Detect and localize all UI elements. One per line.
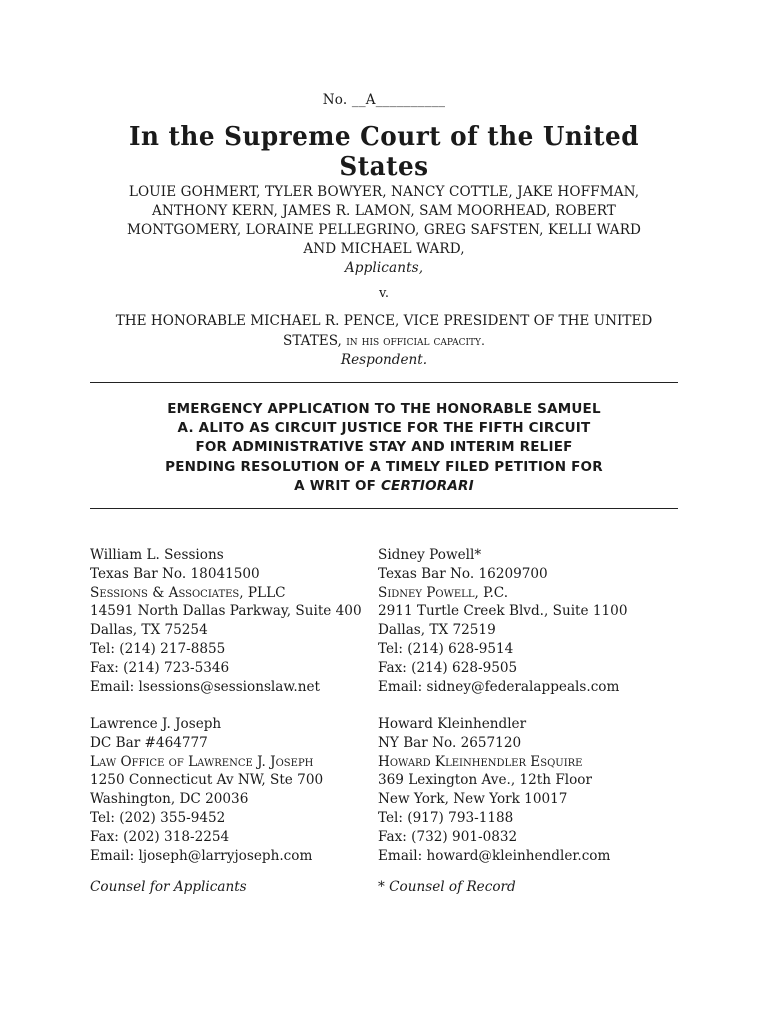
counsel-fax: Fax: (214) 628-9505 [378, 659, 518, 676]
counsel-email: Email: ljoseph@larryjoseph.com [90, 847, 313, 864]
counsel-city: Dallas, TX 75254 [90, 622, 208, 639]
counsel-firm: Law Office of Lawrence J. Joseph [90, 753, 314, 770]
counsel-name: Sidney Powell* [378, 547, 482, 563]
counsel-address: 14591 North Dallas Parkway, Suite 400 [90, 603, 362, 620]
counsel-bar: Texas Bar No. 18041500 [90, 565, 260, 582]
counsel-block-sessions [90, 546, 362, 696]
counsel-firm: Howard Kleinhendler Esquire [378, 753, 583, 770]
counsel-block-kleinhendler [378, 715, 610, 865]
counsel-email: Email: sidney@federalappeals.com [378, 678, 620, 695]
counsel-city: Dallas, TX 72519 [378, 622, 496, 639]
respondent-role: Respondent. [340, 352, 428, 368]
counsel-tel: Tel: (214) 628-9514 [378, 640, 514, 657]
caption-line: EMERGENCY APPLICATION TO THE HONORABLE SAMUEL [167, 401, 601, 417]
counsel-name: Howard Kleinhendler [378, 716, 527, 732]
respondent-line: THE HONORABLE MICHAEL R. PENCE, VICE PRESIDENT OF THE UNITED [115, 313, 653, 329]
counsel-tel: Tel: (214) 217-8855 [90, 640, 226, 657]
divider-bottom [90, 508, 678, 509]
caption-certiorari: CERTIORARI [380, 477, 474, 494]
counsel-firm: Sidney Powell, P.C. [378, 584, 509, 601]
counsel-fax: Fax: (214) 723-5346 [90, 659, 230, 676]
counsel-tel: Tel: (202) 355-9452 [90, 809, 226, 826]
counsel-firm: Sessions & Associates, PLLC [90, 584, 286, 601]
counsel-name: William L. Sessions [90, 547, 224, 563]
caption-line: A. ALITO AS CIRCUIT JUSTICE FOR THE FIFTH CIRCUIT [177, 420, 591, 437]
court-title: In the Supreme Court of the United States [129, 122, 639, 182]
counsel-address: 2911 Turtle Creek Blvd., Suite 1100 [378, 603, 628, 620]
counsel-bar: DC Bar #464777 [90, 734, 208, 751]
caption-line: FOR ADMINISTRATIVE STAY AND INTERIM RELIEF [195, 439, 573, 456]
counsel-tel: Tel: (917) 793-1188 [378, 809, 514, 826]
footer-counsel-of-record: * Counsel of Record [378, 879, 516, 895]
caption-line [90, 477, 678, 496]
counsel-address: 1250 Connecticut Av NW, Ste 700 [90, 772, 324, 789]
docket-number: No. __A__________ [322, 92, 446, 108]
caption-line: PENDING RESOLUTION OF A TIMELY FILED PETITION FOR [165, 458, 603, 475]
application-caption [90, 400, 678, 496]
respondent-line-main: STATES, [283, 333, 342, 349]
applicants-line: ANTHONY KERN, JAMES R. LAMON, SAM MOORHEAD, ROBERT [152, 203, 616, 219]
applicants-block [90, 183, 678, 278]
counsel-bar: Texas Bar No. 16209700 [378, 565, 548, 582]
respondent-capacity: in his official capacity. [346, 333, 485, 348]
counsel-email: Email: lsessions@sessionslaw.net [90, 678, 320, 695]
applicants-line: AND MICHAEL WARD, [303, 241, 465, 257]
caption-prefix: A WRIT OF [294, 477, 381, 494]
counsel-city: New York, New York 10017 [378, 791, 568, 808]
respondent-block [90, 312, 678, 370]
counsel-fax: Fax: (732) 901-0832 [378, 828, 518, 845]
applicants-line: LOUIE GOHMERT, TYLER BOWYER, NANCY COTTLE, JAKE HOFFMAN, [128, 184, 640, 200]
applicants-line: MONTGOMERY, LORAINE PELLEGRINO, GREG SAFSTEN, KELLI WARD [126, 222, 642, 238]
respondent-line [90, 331, 678, 351]
counsel-email: Email: howard@kleinhendler.com [378, 847, 611, 864]
footer-counsel-for-applicants: Counsel for Applicants [90, 879, 247, 895]
divider-top [90, 382, 678, 383]
counsel-address: 369 Lexington Ave., 12th Floor [378, 772, 592, 789]
counsel-name: Lawrence J. Joseph [90, 716, 222, 732]
counsel-city: Washington, DC 20036 [90, 791, 249, 808]
counsel-fax: Fax: (202) 318-2254 [90, 828, 230, 845]
counsel-block-joseph [90, 715, 323, 865]
applicants-role: Applicants, [344, 260, 424, 276]
counsel-bar: NY Bar No. 2657120 [378, 734, 522, 751]
versus: v. [379, 286, 389, 301]
counsel-block-powell [378, 546, 627, 696]
